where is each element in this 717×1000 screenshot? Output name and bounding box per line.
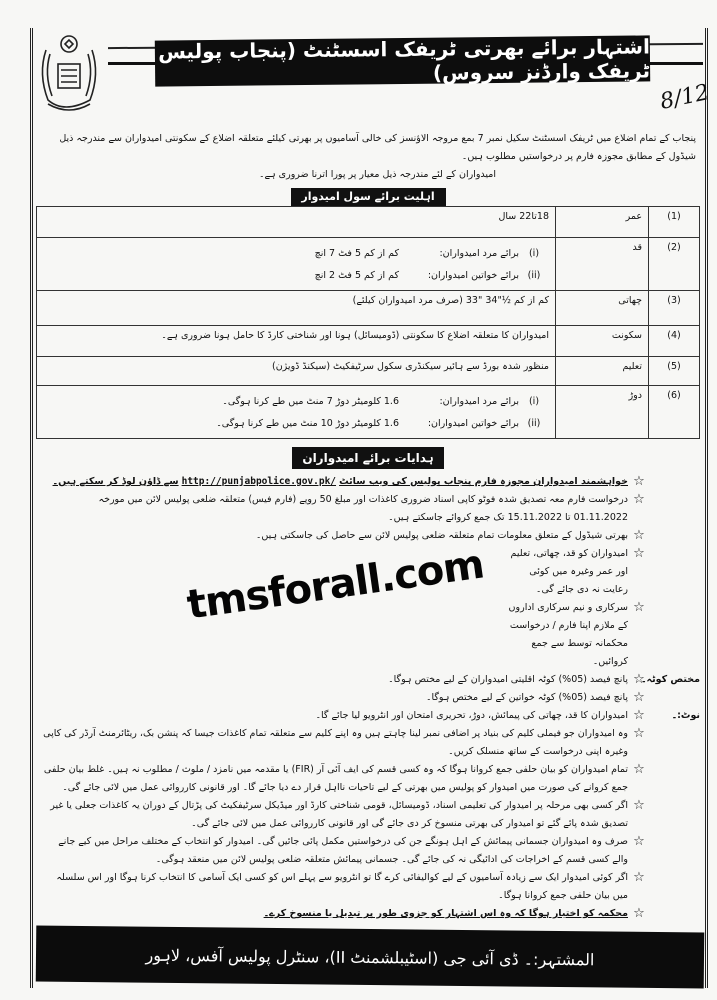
- row-number: (5): [649, 357, 700, 386]
- row-label: چھاتی: [556, 291, 649, 326]
- instruction-item: [36, 833, 700, 869]
- instruction-text: اگر کسی بھی مرحلہ پر امیدوار کی تعلیمی اسناد، ڈومیسائل، قومی شناختی کارڈ اور میڈیکل سرٹیفکیٹ کی پڑتال کے دوران یہ کاغذات جعلی یا غیر تصدیق شدہ پائے گئے تو امیدوار کی بھرتی منسوخ کر دی جائے گی اور قانونی کارروائی عمل میں لائی جائے گی۔: [50, 800, 628, 829]
- sub-number: (ii): [527, 269, 541, 281]
- star-bullet-icon: ☆: [633, 600, 645, 615]
- table-row: [37, 326, 700, 357]
- row-label: سکونت: [556, 326, 649, 357]
- intro-paragraph: پنجاب کے تمام اضلاع میں ٹریفک اسسٹنٹ سکیل نمبر 7 بمع مروجہ الاؤنسز کی خالی آسامیوں پر بھرتی کیلئے متعلقہ اضلاع کے سکونتی امیدواران سے مندرجہ ذیل شیڈول کے مطابق مجوزہ فارم پر درخواستیں مطلوب ہیں۔: [59, 133, 696, 162]
- eligibility-table: [36, 206, 700, 439]
- sub-label: برائے خواتین امیدواران:: [427, 269, 519, 281]
- instruction-text: پانچ فیصد (05%) کوٹہ اقلیتی امیدواران کے لیے مختص ہوگا۔: [388, 674, 628, 685]
- criteria-note: امیدواران کے لئے مندرجہ ذیل معیار پر پورا اترنا ضروری ہے۔: [258, 169, 496, 180]
- table-row: [37, 291, 700, 326]
- instruction-text: سرکاری و نیم سرکاری اداروں کے ملازم اپنا فارم / درخواست محکمانہ توسط سے جمع کروائیں۔: [508, 602, 628, 667]
- instruction-item: [36, 473, 700, 491]
- star-bullet-icon: ☆: [633, 798, 645, 813]
- advertiser-footer: المشتہر:۔ ڈی آئی جی (اسٹیبلشمنٹ II)، سنٹرل پولیس آفس، لاہور: [36, 926, 705, 989]
- row-value: کم از کم ½"34 "33 (صرف مرد امیدواران کیلئے): [37, 291, 556, 326]
- row-value: [37, 386, 556, 439]
- instruction-text: وہ امیدواران جو فیملی کلیم کی بنیاد پر اضافی نمبر لینا چاہتے ہیں وہ اپنے کلیم سے متعلقہ تمام کاغذات جیسا کہ پنشن بک، ریٹائرمنٹ آرڈر کی کاپی وغیرہ اپنی درخواست کے ساتھ منسلک کریں۔: [43, 728, 628, 757]
- row-value: 18تا22 سال: [37, 207, 556, 238]
- sub-value: 1.6 کلومیٹر دوڑ 7 منٹ میں طے کرنا ہوگی۔: [222, 395, 399, 407]
- row-label: دوڑ: [556, 386, 649, 439]
- sub-label: برائے مرد امیدواران:: [439, 247, 519, 259]
- instruction-item: [36, 761, 700, 797]
- instruction-item: [36, 671, 700, 689]
- star-bullet-icon: ☆: [633, 492, 645, 507]
- star-bullet-icon: ☆: [633, 690, 645, 705]
- instruction-text: صرف وہ امیدواران جسمانی پیمائش کے اہل ہونگے جن کی درخواستیں مکمل پائی جائیں گی۔ امیدوار کو انتخاب کے مختلف مراحل میں کیے جانے والے کسی قسم کے اخراجات کی ادائیگی نہ کی جائے گی۔ جسمانی پیمائش متعلقہ ضلعی پولیس لائن میں منعقد ہوگی۔: [58, 836, 628, 865]
- sub-label: برائے خواتین امیدواران:: [427, 417, 519, 429]
- instruction-text: تمام امیدواران کو بیان حلفی جمع کروانا ہوگا کہ وہ کسی قسم کی ایف آئی آر (FIR) یا مقدمہ میں نامزد / ملوث / مطلوب نہ ہیں۔ غلط بیان حلفی جمع کروانے کی صورت میں امیدوار کو پولیس میں بھرتی کے لیے تاحیات نااہل قرار دے دیا جائے گا۔ اور قانونی کارروائی عمل میں لائی جائے گی۔: [43, 764, 628, 793]
- instruction-text: اگر کوئی امیدوار ایک سے زیادہ آسامیوں کے لیے کوالیفائی کرے گا تو انٹرویو سے پہلے اس کو کسی ایک آسامی کا انتخاب کرنا ہوگا اور اس سلسلہ میں بیان حلفی جمع کروانا ہوگا۔: [56, 872, 628, 901]
- main-content: [36, 130, 700, 985]
- instruction-item: [36, 491, 700, 527]
- star-bullet-icon: ☆: [633, 528, 645, 543]
- row-value: [37, 238, 556, 291]
- instruction-item: [499, 545, 700, 599]
- watermark: tmsforall.com: [184, 541, 487, 629]
- row-label: تعلیم: [556, 357, 649, 386]
- sub-label: برائے مرد امیدواران:: [439, 395, 519, 407]
- star-bullet-icon: ☆: [633, 474, 645, 489]
- punjab-police-emblem-icon: [34, 30, 104, 118]
- note-label: نوٹ:۔: [671, 710, 700, 721]
- sub-number: (i): [528, 395, 540, 407]
- star-bullet-icon: ☆: [633, 834, 645, 849]
- sub-number: (ii): [527, 417, 541, 429]
- star-bullet-icon: ☆: [633, 546, 645, 561]
- instruction-item: [36, 689, 700, 707]
- star-bullet-icon: ☆: [633, 870, 645, 885]
- star-bullet-icon: ☆: [633, 906, 645, 921]
- instruction-item: [36, 905, 700, 923]
- banner-rule-left: [108, 62, 158, 65]
- sub-value: کم از کم 5 فٹ 2 انچ: [314, 269, 399, 281]
- table-row: [37, 238, 700, 291]
- row-number: (3): [649, 291, 700, 326]
- quota-label: مختص کوٹہ۔: [640, 674, 700, 685]
- row-number: (4): [649, 326, 700, 357]
- star-bullet-icon: ☆: [633, 726, 645, 741]
- instruction-text: بھرتی شیڈول کے متعلق معلومات تمام متعلقہ ضلعی پولیس لائن سے حاصل کی جاسکتی ہیں۔: [255, 530, 628, 541]
- instruction-text: محکمہ کو اختیار ہوگا کہ وہ اس اشتہار کو جزوی طور پر تبدیل یا منسوخ کرے۔: [263, 908, 628, 919]
- row-value: امیدواران کا متعلقہ اضلاع کا سکونتی (ڈومیسائل) ہونا اور شناختی کارڈ کا حامل ہونا ضروری ہے۔: [37, 326, 556, 357]
- intro-text: [36, 130, 700, 184]
- banner-rule-right: [648, 62, 703, 65]
- row-value: منظور شدہ بورڈ سے ہائیر سیکنڈری سکول سرٹیفکیٹ (سیکنڈ ڈویژن): [37, 357, 556, 386]
- instruction-text: [36, 473, 628, 491]
- star-bullet-icon: ☆: [633, 672, 645, 687]
- instruction-item: [499, 599, 700, 671]
- instruction-text: امیدواران کا قد، چھاتی کی پیمائش، دوڑ، تحریری امتحان اور انٹرویو لیا جائے گا۔: [315, 710, 628, 721]
- row-number: (2): [649, 238, 700, 291]
- advertisement-title: اشتہار برائے بھرتی ٹریفک اسسٹنٹ (پنجاب پولیس ٹریفک وارڈنز سروس): [155, 35, 650, 86]
- sub-value: کم از کم 5 فٹ 7 انچ: [314, 247, 399, 259]
- row-number: (6): [649, 386, 700, 439]
- instruction-item: [36, 527, 700, 545]
- instruction-item: [36, 869, 700, 905]
- handwritten-note: 8/12: [657, 80, 712, 115]
- instruction-item: [36, 725, 700, 761]
- instruction-item: [36, 797, 700, 833]
- instructions-list: [36, 473, 700, 923]
- star-bullet-icon: ☆: [633, 762, 645, 777]
- instruction-text-part: سے ڈاؤن لوڈ کر سکتے ہیں۔: [52, 476, 179, 487]
- row-label: عمر: [556, 207, 649, 238]
- row-number: (1): [649, 207, 700, 238]
- instruction-text: امیدواران کو قد، چھاتی، تعلیم اور عمر وغیرہ میں کوئی رعایت نہ دی جائے گی۔: [510, 548, 628, 595]
- website-link[interactable]: http://punjabpolice.gov.pk/: [181, 476, 337, 487]
- sub-number: (i): [528, 247, 540, 259]
- row-label: قد: [556, 238, 649, 291]
- instruction-item: [36, 707, 700, 725]
- instruction-text: درخواست فارم معہ تصدیق شدہ فوٹو کاپی اسناد ضروری کاغذات اور مبلغ 50 روپے (فارم فیس) متعلقہ ضلعی پولیس لائن میں مورخہ 01.11.2022 تا 15.11.2022 تک جمع کروائے جاسکتے ہیں۔: [98, 494, 628, 523]
- instruction-text-part: خواہشمند امیدواران مجوزہ فارم پنجاب پولیس کی ویب سائٹ: [339, 476, 628, 487]
- star-bullet-icon: ☆: [633, 708, 645, 723]
- sub-value: 1.6 کلومیٹر دوڑ 10 منٹ میں طے کرنا ہوگی۔: [216, 417, 399, 429]
- eligibility-heading: اہلیت برائے سول امیدوار: [291, 188, 446, 206]
- instructions-heading: ہدایات برائے امیدواران: [292, 447, 444, 469]
- table-row: [37, 357, 700, 386]
- table-row: [37, 386, 700, 439]
- table-row: [37, 207, 700, 238]
- instruction-text: پانچ فیصد (05%) کوٹہ خواتین کے لیے مختص ہوگا۔: [425, 692, 628, 703]
